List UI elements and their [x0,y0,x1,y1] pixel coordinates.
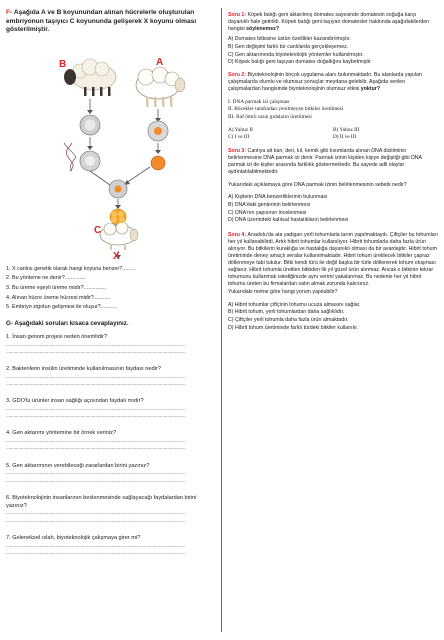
column-divider [221,8,222,632]
question-3-options [228,194,438,225]
question-4-text: Anadolu'da ata yadigarı yerli tohumlarla tarım yapılmaktaydı. Çiftçiler bu tohumları her yıl kullanabilirdi. Artık hibrit tohumlar kullanılıyor. Hibrit tohumlarla daha fazla ürün alınıyor. Bu bitkilerin kuraklığa ve hastalığa dayanıklı olması da bir avantajdır. Hibrit tohum üretiminde deney amaçlı seralar kullanılmaktadır. Hibrit tohum üretilecek bitkiler çapraz döllenmeye tabi tutulur. Bitki kendi türü ile değil başka bir türle döllenerek tohum oluşması sağlanır. Hibrit tohumla üretilen bitkiden ilk yıl güzel ürün alınmaz. Ancak o bitkinin tekrar tohumunu kullanmak istediğinizde aynı verimi yakalanmaz. Bu nedenle her yıl hibrit tohumu üreten bu firmalardan satın almak zorunda kalırsınız. [228,232,438,288]
answer-line[interactable]: ................................................................................................................................................ [6,542,185,549]
sheep-c-section [6,223,216,263]
question-2-items [228,99,438,121]
question-2-text: Biyoteknolojinin birçok uygulama alanı bulunmaktadır. Bu alanlarda yapılan çalışmalarda olumlu ve olumsuz sonuçlar meydana gelebilir. Aşağıda verilen çalışmalardan hangisinde biyoteknolojinin olumsuz etkisi [228,71,422,93]
question-1 [228,12,438,33]
section-f-items [6,265,216,313]
question-3-prompt: Yukarıdaki açıklamaya göre DNA parmak izinin belirlenmesinin sebebi nedir? [228,182,407,189]
nucleus-cell [151,156,165,170]
g-question-6: 6. Biyoteknolojinin insanlarının beslenmesinde sağlayacağı faydalardan birini yazınız? [6,494,197,509]
label-b: B [59,58,67,70]
option-c[interactable]: C) Çiftçiler yerli tohumla daha fazla ürün almaktadır. [228,316,349,323]
option-d[interactable]: D) DNA üzerindeki kalıtsal hastalıkların belirlenmesi [228,217,349,224]
question-1-label: Soru 1: [228,12,248,18]
g-question-3: 3. GDO'lu ürünler insan sağlığı açısından faydalı mıdır? [6,398,144,405]
option-a[interactable]: A) Domates bitkisine üstün özellikler kazandırılmıştır. [228,36,351,43]
statement-3: III. Raf ömrü uzun gıdaların üretilmesi [228,113,312,120]
answer-line[interactable]: ................................................................................................................................................ [6,510,185,517]
sheep-a-icon [136,67,185,107]
option-b[interactable]: B) Hibrit tohum, yerli tohumlardan daha sağlıklıdır. [228,309,345,316]
answer-line[interactable]: ................................................................................................................................................ [6,470,185,477]
answer-line[interactable]: ................................................................................................................................................ [6,405,185,412]
question-1-options [228,36,438,67]
answer-line[interactable]: ................................................................................................................................................ [6,438,185,445]
dna-strand-icon [64,143,76,171]
answer-line[interactable]: ................................................................................................................................................ [6,380,185,387]
question-3 [228,148,438,176]
answer-line[interactable]: ................................................................................................................................................ [6,445,185,452]
answer-line[interactable]: ................................................................................................................................................ [6,477,185,484]
sheep-b-icon [64,59,116,96]
cloning-diagram-svg [6,39,216,227]
question-4-prompt: Yukarıdaki metne göre hangi yorum yapılabilir? [228,288,338,295]
label-a: A [156,56,164,68]
g-question-4: 4. Gen aktarımı yöntemine bir örnek veriniz? [6,430,117,437]
option-d[interactable]: D) Hibrit tohum üretiminde farklı türdeki bitkiler kullanılır. [228,324,359,331]
question-4-label: Soru 4: [228,232,248,239]
section-f-title [6,9,216,35]
option-d[interactable]: D) Köpek balığı geni taşıyan domates doğallığını kaybetmiştir [228,59,371,66]
answer-line[interactable]: ................................................................................................................................................ [6,348,185,355]
question-4 [228,232,438,288]
question-2-emphasis: yoktur? [360,86,381,93]
option-b[interactable]: B) Gen değişimi farklı tür canlılarda gerçekleşemez. [228,43,349,50]
question-2 [228,72,438,93]
section-f-label: F- [6,9,14,16]
question-2-options [228,127,438,141]
answer-line[interactable]: ................................................................................................................................................ [6,413,185,420]
label-c: C [94,224,102,236]
question-4-options [228,302,438,333]
f-item-4: 4. Alınan hücre üreme hücresi midir?........... [6,294,111,301]
g-question-5: 5. Gen aktarımının verebileceği zararlardan birini yazınız? [6,462,150,469]
option-c[interactable]: C) I ve III [228,133,250,140]
question-1-text: Köpek balığı geni aktarılmış domates sayesinde domatesin soğuğa karşı dayanıklı hale getirildi. Köpek balığı geni taşıyan domatesler hakkında aşağıdakilerden hangisi [228,12,430,33]
label-x: X [113,250,120,262]
answer-line[interactable]: ................................................................................................................................................ [6,549,185,556]
g-question-1: 1. İnsan genom projesi neden önemlidir? [6,333,108,340]
right-column [228,12,438,332]
f-item-3: 3. Bu üreme eşeyli üreme midir?............... [6,284,107,291]
f-item-1: 1. X canlısı genetik olarak hangi koyuna benzer?......... [6,265,136,272]
answer-line[interactable]: ................................................................................................................................................ [6,373,185,380]
section-g-questions [6,334,216,557]
statement-1: I. DNA parmak izi çalışması [228,99,290,106]
option-a[interactable]: A) Kişilerin DNA benzerliklerinin bulunması [228,194,328,201]
option-b[interactable]: B) Yalnız III [333,126,360,133]
option-a[interactable]: A) Yalnız II [228,126,253,133]
answer-line[interactable]: ................................................................................................................................................ [6,517,185,524]
answer-line[interactable]: ................................................................................................................................................ [6,341,185,348]
g-question-2: 2. Bakterilerin insülin üretiminde kullanılmasının faydası nedir? [6,365,161,372]
f-item-2: 2. Bu yönteme ne denir?.............. [6,275,86,282]
option-c[interactable]: C) Gen aktarımında biyoteknolojik yöntemler kullanılmıştır. [228,51,364,58]
f-item-5: 5. Embriyo zigotun gelişmesi ile oluşur?........... [6,304,118,311]
question-3-text: Canlıya ait kan, deri, kıl, kemik gibi kısımlarda alınan DNA diziliminin belirlenmesine DNA parmak izi denir. Parmak izinin kişiden kişiye değiştiği gibi DNA parmak izi de kişiler arasında farklılık göstermektedir. Bu sayede adli olaylar aydınlatılabilmektedir. [228,148,422,176]
option-c[interactable]: C) DNA'nın yapısının incelenmesi [228,209,307,216]
sheep-c-icon [100,223,138,250]
option-a[interactable]: A) Hibrit tohumlar çiftçinin tohumu ucuza almasını sağlar. [228,301,361,308]
option-b[interactable]: B) DNA'daki genlerinin belirlenmesi [228,202,311,209]
section-g-title: G- Aşağıdaki soruları kısaca cevaplayınız. [6,319,129,327]
g-question-7: 7. Geleneksel ıslah, biyoteknolojik çalışmaya girer mi? [6,534,141,541]
question-2-label: Soru 2: [228,71,248,78]
section-f-text: Aşağıda A ve B koyunundan alınan hücrelerle oluşturulan embriyonun taşıyıcı C koyununda gelişerek X koyunu olması gösterilmiştir. [6,9,197,34]
left-column [6,9,216,557]
question-1-emphasis: söylenemez? [246,26,280,33]
question-3-label: Soru 3: [228,148,248,155]
option-d[interactable]: D) II ve III [333,133,357,140]
statement-2: II. Böcekler tarafından yenilmeyen bitkiler üretilmesi [228,106,344,113]
cloning-diagram [6,39,216,227]
